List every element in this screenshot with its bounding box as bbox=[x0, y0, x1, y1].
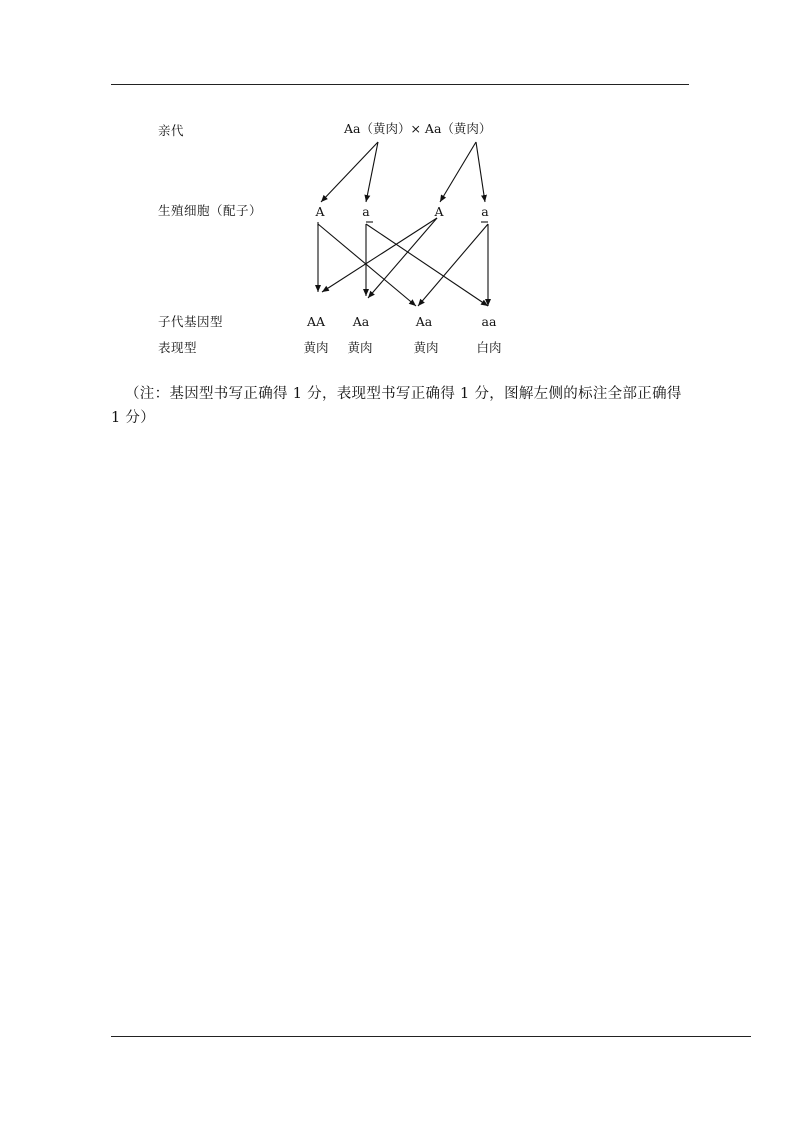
footer-rule bbox=[111, 1036, 751, 1037]
label-phenotype: 表现型 bbox=[158, 340, 198, 355]
gamete-4: a bbox=[481, 204, 489, 219]
arrow-a1-to-aa bbox=[366, 224, 488, 306]
offspring-genotype-2: Aa bbox=[352, 314, 370, 329]
offspring-genotype-4: aa bbox=[481, 314, 497, 329]
label-offspring-genotype: 子代基因型 bbox=[158, 314, 224, 329]
parents-cross: Aa（黄肉）× Aa（黄肉） bbox=[344, 121, 492, 136]
label-gametes: 生殖细胞（配子） bbox=[158, 203, 263, 218]
offspring-genotype-1: AA bbox=[306, 314, 326, 329]
arrow-a2-to-Aa-2 bbox=[418, 224, 488, 306]
arrow-A2-to-AA bbox=[322, 218, 437, 292]
offspring-phenotype-2: 黄肉 bbox=[347, 340, 373, 355]
arrow-parent1-to-a bbox=[366, 142, 378, 202]
offspring-phenotype-4: 白肉 bbox=[476, 340, 502, 355]
cross-arrow-diagram bbox=[0, 0, 800, 400]
arrow-A2-to-Aa bbox=[368, 218, 437, 298]
scoring-note: （注：基因型书写正确得 1 分，表现型书写正确得 1 分，图解左侧的标注全部正确得 1 分） bbox=[111, 386, 682, 426]
arrow-A1-to-Aa-2 bbox=[318, 224, 416, 306]
arrow-parent2-to-a bbox=[476, 142, 485, 202]
label-parental: 亲代 bbox=[158, 123, 185, 138]
gamete-3: A bbox=[434, 204, 444, 219]
offspring-phenotype-3: 黄肉 bbox=[413, 340, 439, 355]
gamete-2: a bbox=[362, 204, 370, 219]
offspring-phenotype-1: 黄肉 bbox=[303, 340, 329, 355]
arrow-parent1-to-A bbox=[321, 142, 378, 202]
gamete-1: A bbox=[315, 204, 325, 219]
offspring-genotype-3: Aa bbox=[415, 314, 433, 329]
arrow-parent2-to-A bbox=[440, 142, 476, 202]
